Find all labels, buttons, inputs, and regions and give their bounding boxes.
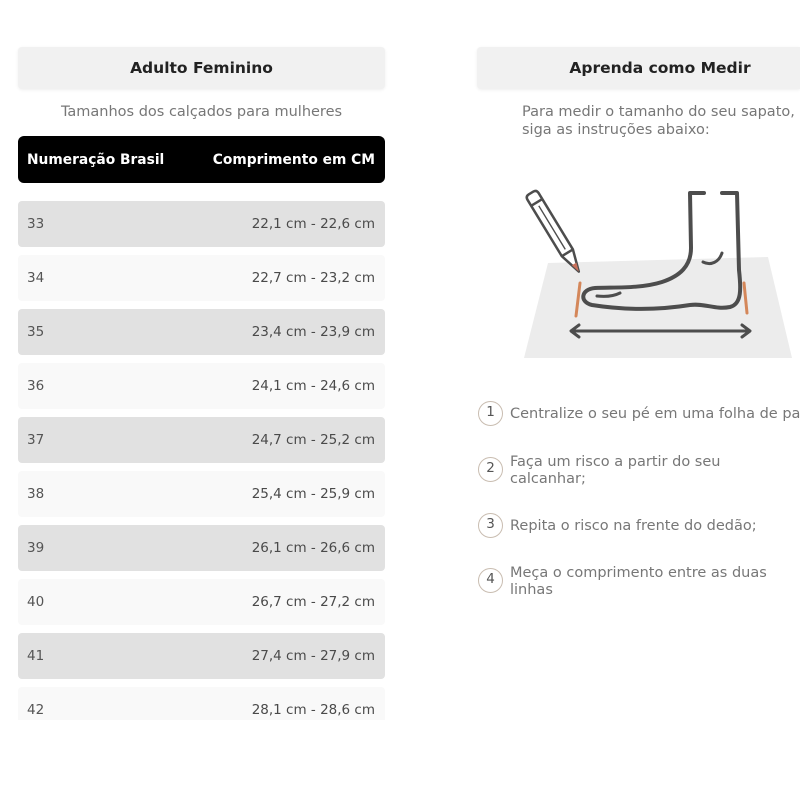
row-length: 23,4 cm - 23,9 cm xyxy=(251,324,375,340)
pencil-icon xyxy=(525,190,584,275)
row-length: 26,7 cm - 27,2 cm xyxy=(251,594,375,610)
how-to-measure-section xyxy=(477,47,800,647)
row-length: 28,1 cm - 28,6 cm xyxy=(251,702,375,718)
step-number-circle: 1 xyxy=(478,401,503,426)
measure-intro-line: Para medir o tamanho do seu sapato, xyxy=(522,104,795,120)
step-text-line: Meça o comprimento entre as duas xyxy=(510,564,767,581)
step-text xyxy=(510,565,800,599)
row-size: 36 xyxy=(27,378,45,394)
step-4 xyxy=(477,564,800,598)
step-text-line: calcanhar; xyxy=(510,470,586,487)
size-table-body xyxy=(18,201,385,720)
column-header-size: Numeração Brasil xyxy=(27,151,165,168)
row-length: 26,1 cm - 26,6 cm xyxy=(251,540,375,556)
step-text-line: Centralize o seu pé em uma folha de pa xyxy=(510,405,800,422)
table-row xyxy=(18,687,385,720)
measure-intro xyxy=(522,103,800,139)
size-table-title: Adulto Feminino xyxy=(130,59,273,77)
table-row xyxy=(18,363,385,409)
row-length: 27,4 cm - 27,9 cm xyxy=(251,648,375,664)
step-number-circle: 4 xyxy=(478,568,503,593)
how-to-measure-title: Aprenda como Medir xyxy=(569,59,751,77)
table-row xyxy=(18,201,385,247)
table-row xyxy=(18,579,385,625)
row-size: 38 xyxy=(27,486,45,502)
row-size: 42 xyxy=(27,702,45,718)
row-size: 33 xyxy=(27,216,45,232)
row-size: 35 xyxy=(27,324,45,340)
row-size: 34 xyxy=(27,270,45,286)
foot-measuring-icon xyxy=(520,185,795,365)
row-length: 22,1 cm - 22,6 cm xyxy=(251,216,375,232)
pencil-stripe xyxy=(539,206,565,250)
measure-intro-line: siga as instruções abaixo: xyxy=(522,122,710,138)
step-3 xyxy=(477,513,800,538)
step-text xyxy=(510,406,800,423)
row-size: 39 xyxy=(27,540,45,556)
step-text xyxy=(510,454,800,488)
step-number-circle: 2 xyxy=(478,457,503,482)
table-row xyxy=(18,525,385,571)
size-table-title-box xyxy=(18,47,385,89)
step-2 xyxy=(477,453,800,487)
table-row xyxy=(18,417,385,463)
size-table-subtitle: Tamanhos dos calçados para mulheres xyxy=(60,104,343,120)
column-header-length: Comprimento em CM xyxy=(212,151,375,168)
step-1 xyxy=(477,401,800,426)
size-table-section xyxy=(18,47,385,720)
row-size: 40 xyxy=(27,594,45,610)
row-length: 22,7 cm - 23,2 cm xyxy=(251,270,375,286)
table-header xyxy=(18,136,385,183)
how-to-measure-title-box xyxy=(477,47,800,89)
step-number-circle: 3 xyxy=(478,513,503,538)
row-length: 24,1 cm - 24,6 cm xyxy=(251,378,375,394)
row-size: 41 xyxy=(27,648,45,664)
row-length: 24,7 cm - 25,2 cm xyxy=(251,432,375,448)
table-row xyxy=(18,633,385,679)
row-size: 37 xyxy=(27,432,45,448)
table-row xyxy=(18,471,385,517)
step-text-line: linhas xyxy=(510,581,553,598)
step-text-line: Repita o risco na frente do dedão; xyxy=(510,517,757,534)
step-text-line: Faça um risco a partir do seu xyxy=(510,453,721,470)
table-row xyxy=(18,255,385,301)
table-row xyxy=(18,309,385,355)
row-length: 25,4 cm - 25,9 cm xyxy=(251,486,375,502)
step-text xyxy=(510,518,800,535)
